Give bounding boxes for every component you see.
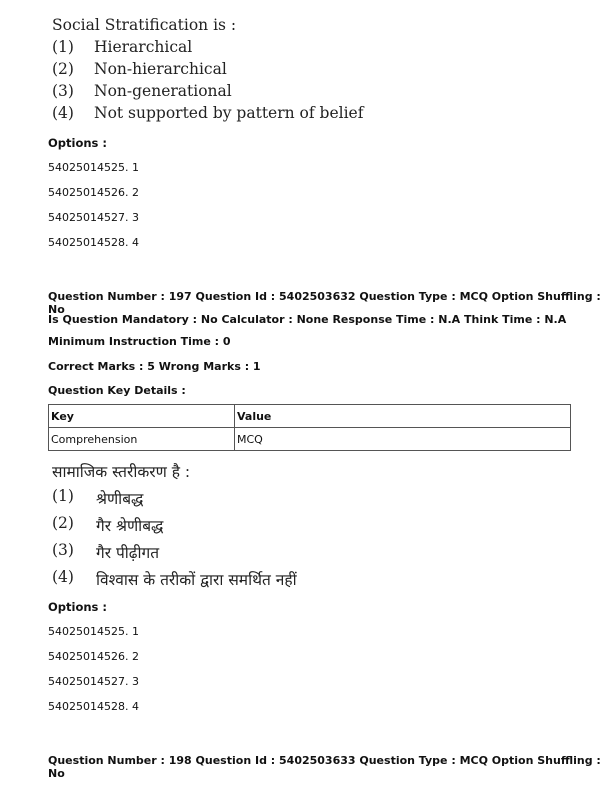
table-header-row [49,405,571,428]
option-text: विश्वास के तरीकों द्वारा समर्थित नहीं [96,571,297,589]
table-cell: Comprehension [49,428,235,451]
question-meta-line: Question Number : 197 Question Id : 5402503632 Question Type : MCQ Option Shuffling : No [48,290,601,316]
question-meta-line: Question Number : 198 Question Id : 5402503633 Question Type : MCQ Option Shuffling : No [48,754,601,780]
option-1 [52,487,143,509]
option-text: गैर पीढ़ीगत [96,544,160,562]
question-meta-line: Is Question Mandatory : No Calculator : None Response Time : N.A Think Time : N.A [48,313,567,326]
option-number: (3) [52,541,74,559]
option-text: Non-generational [94,82,232,100]
option-id: 54025014526. 2 [48,186,139,199]
option-id: 54025014526. 2 [48,650,139,663]
option-id: 54025014527. 3 [48,211,139,224]
option-number: (1) [52,38,74,56]
option-number: (4) [52,568,74,586]
marks-line: Correct Marks : 5 Wrong Marks : 1 [48,360,261,373]
option-4 [52,568,297,590]
option-4 [52,104,363,122]
option-text: Hierarchical [94,38,193,56]
option-3 [52,541,159,563]
option-text: गैर श्रेणीबद्ध [96,517,164,535]
option-id: 54025014527. 3 [48,675,139,688]
option-2 [52,60,227,78]
option-number: (2) [52,60,74,78]
question-text-hindi: सामाजिक स्तरीकरण है : [52,463,191,481]
option-id: 54025014525. 1 [48,625,139,638]
option-number: (4) [52,104,74,122]
option-number: (2) [52,514,74,532]
option-text: Not supported by pattern of belief [94,104,364,122]
option-1 [52,38,192,56]
table-header-cell: Value [235,405,571,428]
question-meta-line: Minimum Instruction Time : 0 [48,335,231,348]
option-text: श्रेणीबद्ध [96,490,144,508]
table-cell: MCQ [235,428,571,451]
table-header-cell: Key [49,405,235,428]
question-text: Social Stratification is : [52,16,237,34]
option-number: (3) [52,82,74,100]
table-row [49,428,571,451]
key-details-table [48,404,571,451]
option-number: (1) [52,487,74,505]
option-id: 54025014528. 4 [48,700,139,713]
option-text: Non-hierarchical [94,60,227,78]
option-2 [52,514,163,536]
key-details-label: Question Key Details : [48,384,186,397]
options-label: Options : [48,136,107,150]
option-id: 54025014528. 4 [48,236,139,249]
options-label: Options : [48,600,107,614]
option-3 [52,82,232,100]
option-id: 54025014525. 1 [48,161,139,174]
